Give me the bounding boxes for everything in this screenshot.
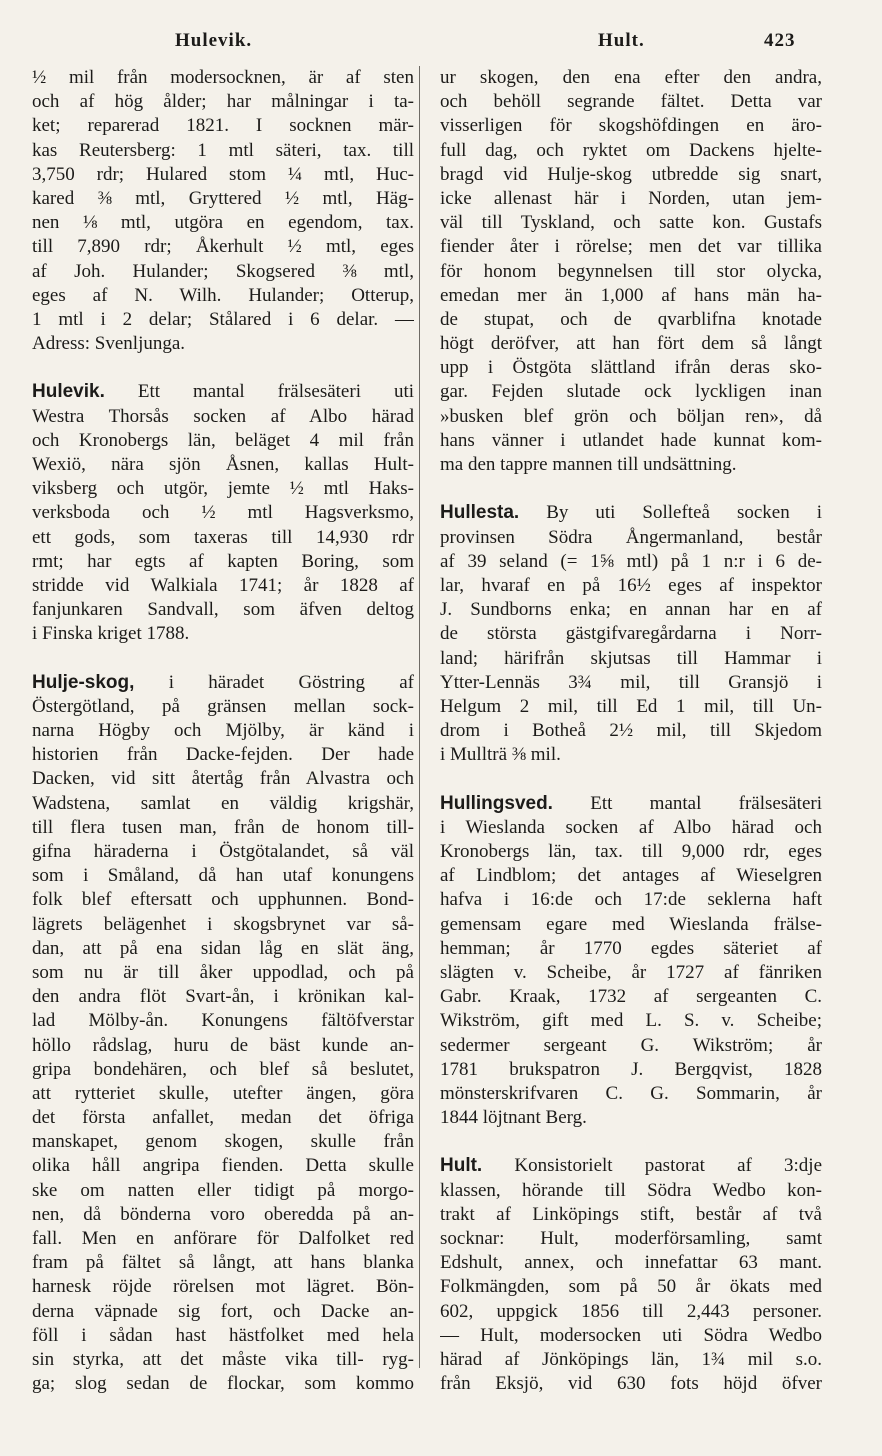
line-text: Wexiö, nära sjön Åsnen, kallas Hult- — [32, 454, 414, 475]
text-line — [32, 695, 414, 719]
line-text: lar, hvaraf en på 16½ eges af inspektor — [440, 574, 822, 596]
paragraph-gap — [32, 356, 414, 380]
text-line — [440, 1106, 822, 1130]
line-text: högt deröfver, att han fört dem så långt — [440, 333, 822, 355]
text-line — [32, 139, 414, 163]
line-text: de största gästgifvaregårdarna i Norr- — [440, 623, 822, 645]
line-text: Adress: Svenljunga. — [32, 333, 186, 355]
line-text: provinsen Södra Ångermanland, består — [440, 526, 822, 548]
line-text: ma den tappre mannen till undsättning. — [440, 454, 737, 475]
line-text: af 39 seland (= 1⅝ mtl) på 1 n:r i 6 de- — [440, 550, 822, 572]
line-text: väl till Tyskland, och satte kon. Gustafs — [440, 212, 822, 234]
text-line — [32, 622, 414, 646]
text-line — [32, 526, 414, 550]
text-line — [32, 598, 414, 622]
line-text: Folkmängden, som på 50 år ökats med — [440, 1276, 822, 1298]
text-line — [32, 1275, 414, 1299]
text-line — [32, 477, 414, 501]
line-text: — Hult, modersocken uti Södra Wedbo — [440, 1324, 822, 1346]
text-line — [32, 1372, 414, 1396]
line-text: derna väpnade sig fort, och Dacke an- — [32, 1300, 414, 1322]
line-text: mönsterskrifvaren C. G. Sommarin, år — [440, 1082, 822, 1104]
text-line — [32, 840, 414, 864]
text-line — [32, 719, 414, 743]
text-line — [440, 1227, 822, 1251]
text-line — [32, 1058, 414, 1082]
line-text: sedermer sergeant G. Wikström; år — [440, 1034, 822, 1056]
text-line — [32, 235, 414, 259]
paragraph-gap — [440, 767, 822, 791]
text-line — [32, 501, 414, 525]
column-divider — [419, 66, 420, 1368]
text-line — [440, 526, 822, 550]
entry-headword: Hullingsved. — [440, 792, 553, 814]
text-line — [440, 1300, 822, 1324]
line-text: till flera tusen man, från de honom till- — [32, 816, 414, 838]
paragraph-gap — [440, 477, 822, 501]
line-text: att rytteriet skulle, utefter ängen, göra — [32, 1082, 414, 1104]
text-line — [440, 211, 822, 235]
text-line — [32, 1227, 414, 1251]
line-text: som i Småland, då han utaf konungens — [32, 865, 414, 887]
line-text: ½ mil från modersocknen, är af sten — [32, 67, 414, 88]
text-line — [32, 816, 414, 840]
text-line — [32, 332, 414, 356]
line-text: J. Sundborns enka; en annan har en af — [440, 599, 822, 621]
text-line — [32, 114, 414, 138]
text-line — [440, 1203, 822, 1227]
line-text: ga; slog sedan de flockar, som kommo — [32, 1373, 414, 1395]
line-text: det första anfallet, medan det öfriga — [32, 1107, 414, 1129]
text-line — [440, 405, 822, 429]
text-line — [440, 647, 822, 671]
text-line — [32, 671, 414, 695]
text-line — [440, 937, 822, 961]
text-line — [440, 1348, 822, 1372]
text-line — [32, 308, 414, 332]
text-line — [32, 1034, 414, 1058]
line-text: land; härifrån skjutsas till Hammar i — [440, 647, 822, 669]
line-text: manskapet, genom skogen, skulle från — [32, 1131, 414, 1153]
text-line — [440, 598, 822, 622]
line-text: socknar: Hult, moderförsamling, samt — [440, 1228, 822, 1249]
line-text: stridde vid Walkiala 1741; år 1828 af — [32, 574, 414, 596]
line-text: ket; reparerad 1821. I socknen mär- — [32, 115, 414, 137]
text-line — [32, 1324, 414, 1348]
line-text: rmt; har egts af kapten Boring, som — [32, 550, 414, 572]
text-line — [32, 888, 414, 912]
line-text: »busken blef grön och böljan ren», då — [440, 405, 822, 427]
page-number: 423 — [764, 30, 796, 51]
line-text: de stupat, och de qvarblifna knotade — [440, 308, 822, 330]
line-text: kas Reutersberg: 1 mtl säteri, tax. till — [32, 139, 414, 161]
text-line — [440, 308, 822, 332]
text-line — [32, 453, 414, 477]
text-line — [32, 1300, 414, 1324]
line-text: bragd vid Hulje-skog utbredde sig snart, — [440, 163, 822, 185]
text-line — [32, 1082, 414, 1106]
line-text: ske om natten eller tidigt på morgo- — [32, 1179, 414, 1201]
line-text: sin styrka, att det måste vika till- ryg- — [32, 1348, 414, 1370]
text-line — [32, 985, 414, 1009]
text-line — [32, 66, 414, 90]
line-text: 602, uppgick 1856 till 2,443 personer. — [440, 1300, 822, 1322]
entry-headword: Hult. — [440, 1155, 483, 1177]
line-text: som nu är till åker uppodlad, och på — [32, 961, 414, 983]
text-line — [32, 550, 414, 574]
line-text: lad Mölby-ån. Konungens fältöfverstar — [32, 1010, 414, 1032]
line-text: drom i Botheå 2½ mil, till Skjedom — [440, 720, 822, 742]
line-text: fiender åter i rörelse; men det var tillika — [440, 236, 822, 258]
text-line — [440, 1154, 822, 1178]
text-line — [32, 1130, 414, 1154]
text-line — [440, 332, 822, 356]
text-line — [32, 1106, 414, 1130]
line-text: i Mullträ ⅜ mil. — [440, 744, 561, 766]
text-line — [440, 550, 822, 574]
text-line — [440, 66, 822, 90]
line-text: gripa bondehären, och blef så beslutet, — [32, 1058, 414, 1080]
text-line — [440, 1372, 822, 1396]
line-text: olika håll angripa fienden. Detta skulle — [32, 1155, 414, 1177]
line-text: eges af N. Wilh. Hulander; Otterup, — [32, 284, 414, 306]
line-text: Ett mantal frälsesäteri uti — [104, 381, 414, 403]
line-text: hemman; år 1770 egdes säteriet af — [440, 937, 822, 959]
line-text: den andra flöt Svart-ån, i krönikan kal- — [32, 986, 414, 1008]
text-line — [32, 380, 414, 404]
text-line — [440, 671, 822, 695]
text-line — [440, 139, 822, 163]
text-line — [32, 90, 414, 114]
line-text: i Finska kriget 1788. — [32, 623, 190, 645]
line-text: nen ⅛ mtl, utgöra en egendom, tax. — [32, 212, 414, 234]
line-text: upp i Östgöta slättland ifrån deras sko- — [440, 357, 822, 379]
line-text: viksberg och utgör, jemte ½ mtl Haks- — [32, 478, 414, 500]
text-line — [440, 260, 822, 284]
text-line — [440, 284, 822, 308]
text-line — [32, 864, 414, 888]
entry-headword: Hulje-skog, — [32, 671, 135, 693]
line-text: höllo rådslag, huru de bäst kunde an- — [32, 1034, 414, 1056]
text-line — [440, 453, 822, 477]
line-text: och af hög ålder; har målningar i ta- — [32, 91, 414, 113]
text-line — [440, 1275, 822, 1299]
text-line — [440, 1009, 822, 1033]
line-text: icke allenast här i Norden, utan jem- — [440, 187, 822, 209]
text-line — [32, 1348, 414, 1372]
text-line — [32, 913, 414, 937]
line-text: 1781 brukspatron J. Bergqvist, 1828 — [440, 1058, 822, 1080]
line-text: 1844 löjtnant Berg. — [440, 1107, 587, 1129]
text-line — [440, 1034, 822, 1058]
text-line — [440, 356, 822, 380]
text-line — [440, 1179, 822, 1203]
line-text: dan, att på ena sidan låg en slät äng, — [32, 937, 414, 959]
line-text: Wikström, gift med L. S. v. Scheibe; — [440, 1010, 822, 1032]
text-line — [440, 429, 822, 453]
text-line — [440, 719, 822, 743]
text-line — [32, 187, 414, 211]
line-text: Westra Thorsås socken af Albo härad — [32, 405, 414, 427]
text-line — [440, 622, 822, 646]
line-text: hafva i 16:de och 17:de seklerna haft — [440, 889, 822, 911]
line-text: nen, då bönderna voro oberedda på an- — [32, 1203, 414, 1225]
text-line — [440, 574, 822, 598]
line-text: kared ⅜ mtl, Gryttered ½ mtl, Häg- — [32, 187, 414, 209]
line-text: Ett mantal frälsesäteri — [552, 792, 822, 814]
line-text: emedan mer än 1,000 af hans män ha- — [440, 284, 822, 306]
line-text: föll i sådan hast hästfolket med hela — [32, 1324, 414, 1346]
line-text: för honom begynnelsen till stor olycka, — [440, 260, 822, 282]
entry-headword: Hulevik. — [32, 381, 105, 403]
line-text: slägten v. Scheibe, år 1727 af fänriken — [440, 961, 822, 983]
left-column — [32, 66, 414, 1396]
line-text: till 7,890 rdr; Åkerhult ½ mtl, eges — [32, 236, 414, 258]
line-text: ett gods, som taxeras till 14,930 rdr — [32, 526, 414, 548]
line-text: Edshult, annex, och innefattar 63 mant. — [440, 1252, 822, 1274]
line-text: af Joh. Hulander; Skogsered ⅜ mtl, — [32, 260, 414, 282]
right-column — [440, 66, 822, 1396]
text-line — [440, 816, 822, 840]
text-line — [440, 1251, 822, 1275]
line-text: narna Högby och Mjölby, är känd i — [32, 720, 414, 742]
text-line — [440, 913, 822, 937]
line-text: hans vänner i utlandet hade kunnat kom- — [440, 429, 822, 451]
line-text: lägrets belägenhet i skogsbrynet var så- — [32, 913, 414, 935]
text-line — [440, 985, 822, 1009]
line-text: historien från Dacke-fejden. Der hade — [32, 744, 414, 766]
line-text: visserligen för skogshöfdingen en äro- — [440, 115, 822, 137]
text-line — [32, 1251, 414, 1275]
text-line — [32, 743, 414, 767]
text-line — [32, 429, 414, 453]
running-head-left: Hulevik. — [175, 30, 253, 51]
line-text: Dacken, vid sitt återtåg från Alvastra och — [32, 768, 414, 790]
running-head-right: Hult. — [598, 30, 645, 51]
text-line — [440, 114, 822, 138]
line-text: Wadstena, samlat en väldig krigshär, — [32, 792, 414, 814]
text-line — [440, 792, 822, 816]
text-line — [32, 1009, 414, 1033]
text-line — [32, 1179, 414, 1203]
line-text: och behöll segrande fältet. Detta var — [440, 91, 822, 113]
line-text: trakt af Linköpings stift, består af två — [440, 1203, 822, 1225]
line-text: verksboda och ½ mtl Hagsverksmo, — [32, 502, 414, 524]
line-text: gar. Fejden slutade ock lyckligen inan — [440, 381, 822, 403]
line-text: ur skogen, den ena efter den andra, — [440, 67, 822, 88]
text-line — [32, 1203, 414, 1227]
text-line — [32, 405, 414, 429]
text-line — [32, 574, 414, 598]
line-text: 1 mtl i 2 delar; Stålared i 6 delar. — — [32, 308, 414, 330]
line-text: fanjunkaren Sandvall, som äfven deltog — [32, 599, 414, 621]
text-line — [32, 163, 414, 187]
line-text: gifna häraderna i Östgötalandet, så väl — [32, 841, 414, 862]
line-text: af Lindblom; det antages af Wieselgren — [440, 865, 822, 887]
text-line — [440, 163, 822, 187]
text-line — [440, 1324, 822, 1348]
line-text: Gabr. Kraak, 1732 af sergeanten C. — [440, 986, 822, 1008]
line-text: fall. Men en anförare för Dalfolket red — [32, 1228, 414, 1249]
line-text: och Kronobergs län, beläget 4 mil från — [32, 429, 414, 451]
line-text: fram på fältet så långt, att hans blanka — [32, 1252, 414, 1274]
line-text: Helgum 2 mil, till Ed 1 mil, till Un- — [440, 695, 822, 717]
paragraph-gap — [440, 1130, 822, 1154]
text-line — [440, 888, 822, 912]
text-line — [32, 792, 414, 816]
line-text: 3,750 rdr; Hulared stom ¼ mtl, Huc- — [32, 163, 414, 185]
text-line — [32, 1154, 414, 1178]
line-text: härad af Jönköpings län, 1¾ mil s.o. — [440, 1348, 822, 1370]
line-text: Ytter-Lennäs 3¾ mil, till Gransjö i — [440, 671, 822, 693]
text-line — [440, 1082, 822, 1106]
text-line — [440, 235, 822, 259]
text-line — [440, 187, 822, 211]
text-line — [440, 864, 822, 888]
text-line — [32, 961, 414, 985]
text-line — [440, 695, 822, 719]
text-line — [32, 937, 414, 961]
text-line — [440, 1058, 822, 1082]
text-line — [440, 743, 822, 767]
line-text: harnesk röjde rörelsen mot lägret. Bön- — [32, 1276, 414, 1298]
line-text: Östergötland, på gränsen mellan sock- — [32, 695, 414, 717]
text-line — [440, 380, 822, 404]
line-text: Kronobergs län, tax. till 9,000 rdr, eges — [440, 841, 822, 862]
line-text: i häradet Göstring af — [134, 671, 414, 693]
text-line — [32, 767, 414, 791]
line-text: från Eksjö, vid 630 fots höjd öfver — [440, 1373, 822, 1395]
text-line — [440, 501, 822, 525]
line-text: i Wieslanda socken af Albo härad och — [440, 816, 822, 838]
line-text: folk blef eftersatt och upphunnen. Bond- — [32, 889, 414, 911]
line-text: gemensam egare med Wieslanda frälse- — [440, 913, 822, 935]
text-line — [440, 840, 822, 864]
line-text: By uti Sollefteå socken i — [519, 502, 822, 524]
text-line — [32, 284, 414, 308]
text-line — [440, 90, 822, 114]
text-line — [32, 260, 414, 284]
text-line — [32, 211, 414, 235]
text-line — [440, 961, 822, 985]
line-text: klassen, hörande till Södra Wedbo kon- — [440, 1179, 822, 1201]
line-text: full dag, och ryktet om Dackens hjelte- — [440, 139, 822, 161]
entry-headword: Hullesta. — [440, 502, 520, 524]
line-text: Konsistorielt pastorat af 3:dje — [482, 1155, 822, 1177]
paragraph-gap — [32, 647, 414, 671]
